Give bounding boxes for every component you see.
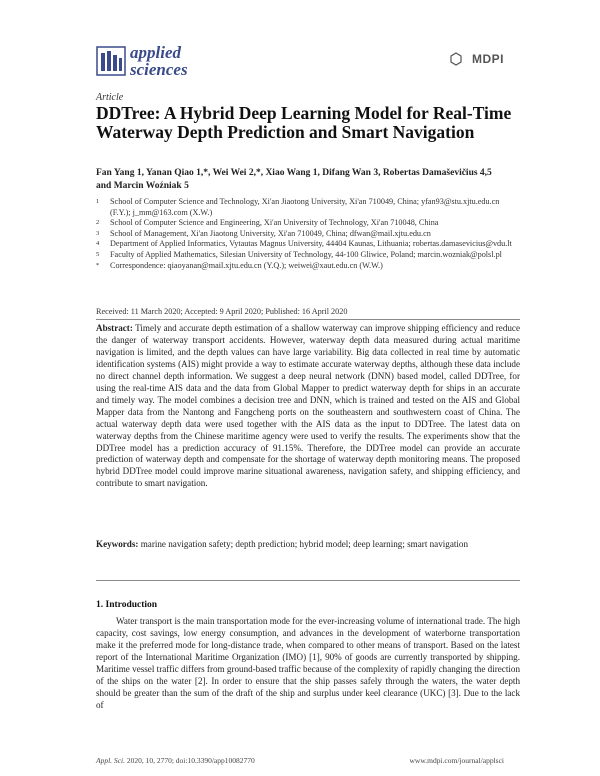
- abstract-text: Timely and accurate depth estimation of a shallow waterway can improve shipping efficiency and reduce the danger of waterway transport accidents. However, waterway depth data measured during actual maritime navigation is limited, and the depth values can have large variability. Big data collected in real time by automatic identification systems (AIS) might provide a way to estimate accurate waterway depths, although these data include no direct channel depth information. We suggest a deep neural network (DNN) based model, called DDTree, for using the real-time AIS data and the data from Global Mapper to predict waterway depth for ships in an accurate and timely way. The model combines a decision tree and DNN, which is trained and tested on the AIS and Global Mapper data from the Nantong and Fangcheng ports on the southeastern and southwestern coast of China. The actual waterway depth data were used together with the AIS data as the input to DDTree. The latest data on waterway depths from the Chinese maritime agency were used to verify the results. The experiments show that the DDTree model has a prediction accuracy of 91.15%. Therefore, the DDTree model can provide an accurate prediction of waterway depth and compensate for the shortage of waterway depth monitoring means. The proposed hybrid DDTree model could improve marine situational awareness, navigation safety, and shipping efficiency, and contribute to smart navigation.: [96, 323, 520, 489]
- affiliation-item: 3 School of Management, Xi'an Jiaotong University, Xi'an 710049, China; dfwan@mail.xjtu.edu.cn: [96, 228, 431, 238]
- abstract: [96, 323, 520, 490]
- divider: [96, 319, 520, 320]
- footer-citation: Appl. Sci. 2020, 10, 2770; doi:10.3390/app10082770: [96, 756, 255, 765]
- affiliation-item: 1 School of Computer Science and Technology, Xi'an Jiaotong University, Xi'an 710049, China; yfan93@stu.xjtu.edu.cn (F.Y.); j_mm@163.com (X.W.): [96, 197, 500, 217]
- journal-name: applied sciences: [130, 43, 188, 79]
- publisher-logo-icon: [450, 52, 462, 66]
- publisher-name: MDPI: [472, 52, 504, 66]
- journal-logo-icon: [96, 46, 126, 76]
- section-title: 1. Introduction: [96, 600, 158, 610]
- author-list: [96, 167, 516, 193]
- authors-line: and Marcin Woźniak 5: [96, 181, 189, 191]
- journal-logo: [96, 44, 216, 84]
- affiliation-item: 4 Department of Applied Informatics, Vytautas Magnus University, 44404 Kaunas, Lithuania; robertas.damasevicius@vdu.lt: [96, 239, 512, 249]
- authors-line: Fan Yang 1, Yanan Qiao 1,*, Wei Wei 2,*, Xiao Wang 1, Difang Wan 3, Robertas Damaševičius 4,5: [96, 168, 492, 178]
- affiliation-item: 5 Faculty of Applied Mathematics, Silesian University of Technology, 44-100 Gliwice, Poland; marcin.wozniak@polsl.pl: [96, 249, 502, 259]
- publication-dates: Received: 11 March 2020; Accepted: 9 April 2020; Published: 16 April 2020: [96, 307, 348, 316]
- paper-title: DDTree: A Hybrid Deep Learning Model for Real-Time Waterway Depth Prediction and Smart Navigation: [96, 103, 512, 142]
- introduction-text: [96, 616, 520, 712]
- publisher-logo: [454, 52, 504, 70]
- keywords-text: marine navigation safety; depth prediction; hybrid model; deep learning; smart navigation: [140, 539, 469, 549]
- affiliations: [96, 197, 516, 271]
- affiliation-item: 2 School of Computer Science and Engineering, Xi'an University of Technology, Xi'an 710048, China: [96, 218, 439, 228]
- keywords-label: Keywords:: [96, 539, 139, 549]
- paragraph: Water transport is the main transportation mode for the ever-increasing volume of international trade. The high capacity, cost savings, low energy consumption, and advances in the development of waterborne transportation make it the preferred mode for long-distance trade, when compared to other means of transport. Based on the latest report of the International Maritime Organization (IMO) [1], 90% of goods are currently transported by shipping. Maritime vessel traffic differs from ground-based traffic because of the complexity of rapidly changing the direction of the ships on the water [2]. In order to ensure that the ship passes safely through the waters, the water depth should be greater than the sum of the draft of the ship and surplus under keel clearance (UKC) [3]. Due to the lack of: [96, 616, 520, 710]
- footer-website[interactable]: www.mdpi.com/journal/applsci: [409, 756, 504, 765]
- keywords: [96, 539, 520, 551]
- abstract-label: Abstract:: [96, 323, 133, 333]
- correspondence: * Correspondence: qiaoyanan@mail.xjtu.edu.cn (Y.Q.); weiwei@xaut.edu.cn (W.W.): [96, 260, 383, 270]
- divider: [96, 580, 520, 581]
- article-type-label: Article: [96, 92, 124, 103]
